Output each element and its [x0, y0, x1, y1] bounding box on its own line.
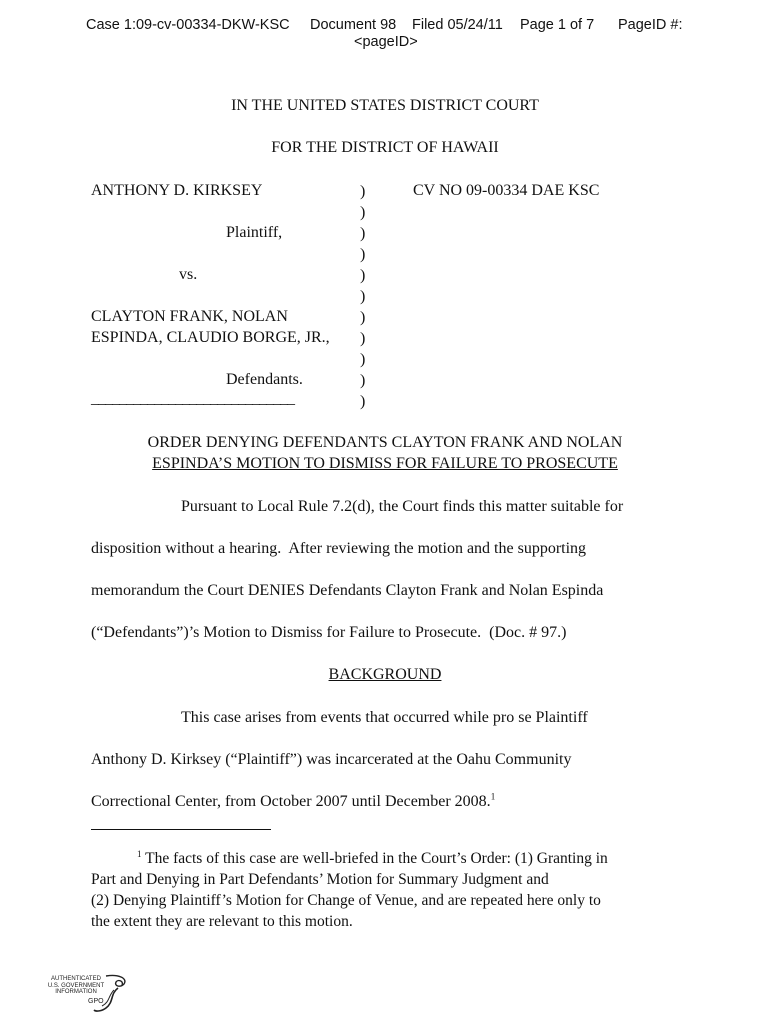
footnote-line-2: Part and Denying in Part Defendants’ Motion for Summary Judgment and: [91, 871, 549, 888]
footnote-line-1-text: The facts of this case are well-briefed in the Court’s Order: (1) Granting in: [145, 850, 608, 867]
plaintiff-name: ANTHONY D. KIRKSEY: [91, 182, 263, 199]
paragraph-1-line-1: Pursuant to Local Rule 7.2(d), the Court finds this matter suitable for: [181, 498, 624, 515]
plaintiff-role: Plaintiff,: [226, 224, 283, 241]
paragraph-2-line-2: Anthony D. Kirksey (“Plaintiff”) was incarcerated at the Oahu Community: [91, 751, 572, 768]
paragraph-1-line-2: disposition without a hearing. After reviewing the motion and the supporting: [91, 540, 587, 557]
versus-label: vs.: [179, 266, 198, 283]
court-name: IN THE UNITED STATES DISTRICT COURT: [231, 97, 539, 114]
footnote-reference: 1: [490, 791, 496, 802]
caption-paren: ): [360, 288, 366, 305]
gpo-logo-line3: INFORMATION: [55, 989, 97, 995]
paragraph-2-line-1: This case arises from events that occurred while pro se Plaintiff: [181, 709, 588, 726]
footnote-line-1: [137, 848, 608, 869]
paragraph-1-line-3: memorandum the Court DENIES Defendants Clayton Frank and Nolan Espinda: [91, 582, 604, 599]
header-pageid-label: PageID #:: [618, 17, 683, 33]
paragraph-2-line-3: [91, 792, 495, 812]
caption-signature-line: _____________________________: [91, 390, 294, 407]
gpo-logo-line2: U.S. GOVERNMENT: [47, 982, 105, 989]
court-district: FOR THE DISTRICT OF HAWAII: [271, 139, 499, 156]
caption-paren: ): [360, 309, 366, 326]
header-page-count: Page 1 of 7: [520, 17, 595, 33]
background-heading: BACKGROUND: [328, 666, 442, 683]
caption-paren: ): [360, 351, 366, 368]
paragraph-1-line-4: (“Defendants”)’s Motion to Dismiss for Failure to Prosecute. (Doc. # 97.): [91, 624, 567, 641]
caption-paren: ): [360, 267, 366, 284]
caption-paren: ): [360, 330, 366, 347]
footnote-separator: [91, 829, 271, 830]
header-filed-date: Filed 05/24/11: [412, 17, 503, 33]
gpo-logo-abbrev: GPO: [88, 998, 104, 1005]
defendants-names-line2: ESPINDA, CLAUDIO BORGE, JR.,: [91, 329, 330, 346]
caption-paren: ): [360, 372, 366, 389]
header-pageid-value: <pageID>: [354, 34, 418, 50]
caption-paren: ): [360, 246, 366, 263]
gpo-authentication-logo: [44, 972, 134, 1018]
caption-paren: ): [360, 225, 366, 242]
caption-paren: ): [360, 204, 366, 221]
header-case-number: Case 1:09-cv-00334-DKW-KSC: [86, 17, 290, 33]
defendants-role: Defendants.: [226, 371, 303, 388]
case-number: CV NO 09-00334 DAE KSC: [413, 182, 600, 199]
footnote-line-3: (2) Denying Plaintiff’s Motion for Change of Venue, and are repeated here only to: [91, 892, 601, 909]
order-title-line2: ESPINDA’S MOTION TO DISMISS FOR FAILURE TO PROSECUTE: [152, 455, 618, 472]
caption-parentheses: [360, 181, 365, 412]
footnote-number: 1: [137, 848, 142, 859]
order-title-line1: ORDER DENYING DEFENDANTS CLAYTON FRANK AND NOLAN: [147, 434, 623, 451]
caption-paren: ): [360, 393, 366, 410]
header-document-number: Document 98: [310, 17, 397, 33]
defendants-names-line1: CLAYTON FRANK, NOLAN: [91, 308, 288, 325]
gpo-logo-line1: AUTHENTICATED: [51, 976, 101, 982]
caption-paren: ): [360, 183, 366, 200]
footnote-line-4: the extent they are relevant to this motion.: [91, 913, 353, 930]
paragraph-2-line-3-text: Correctional Center, from October 2007 until December 2008.: [91, 793, 491, 810]
gpo-logo-text: [46, 976, 106, 996]
